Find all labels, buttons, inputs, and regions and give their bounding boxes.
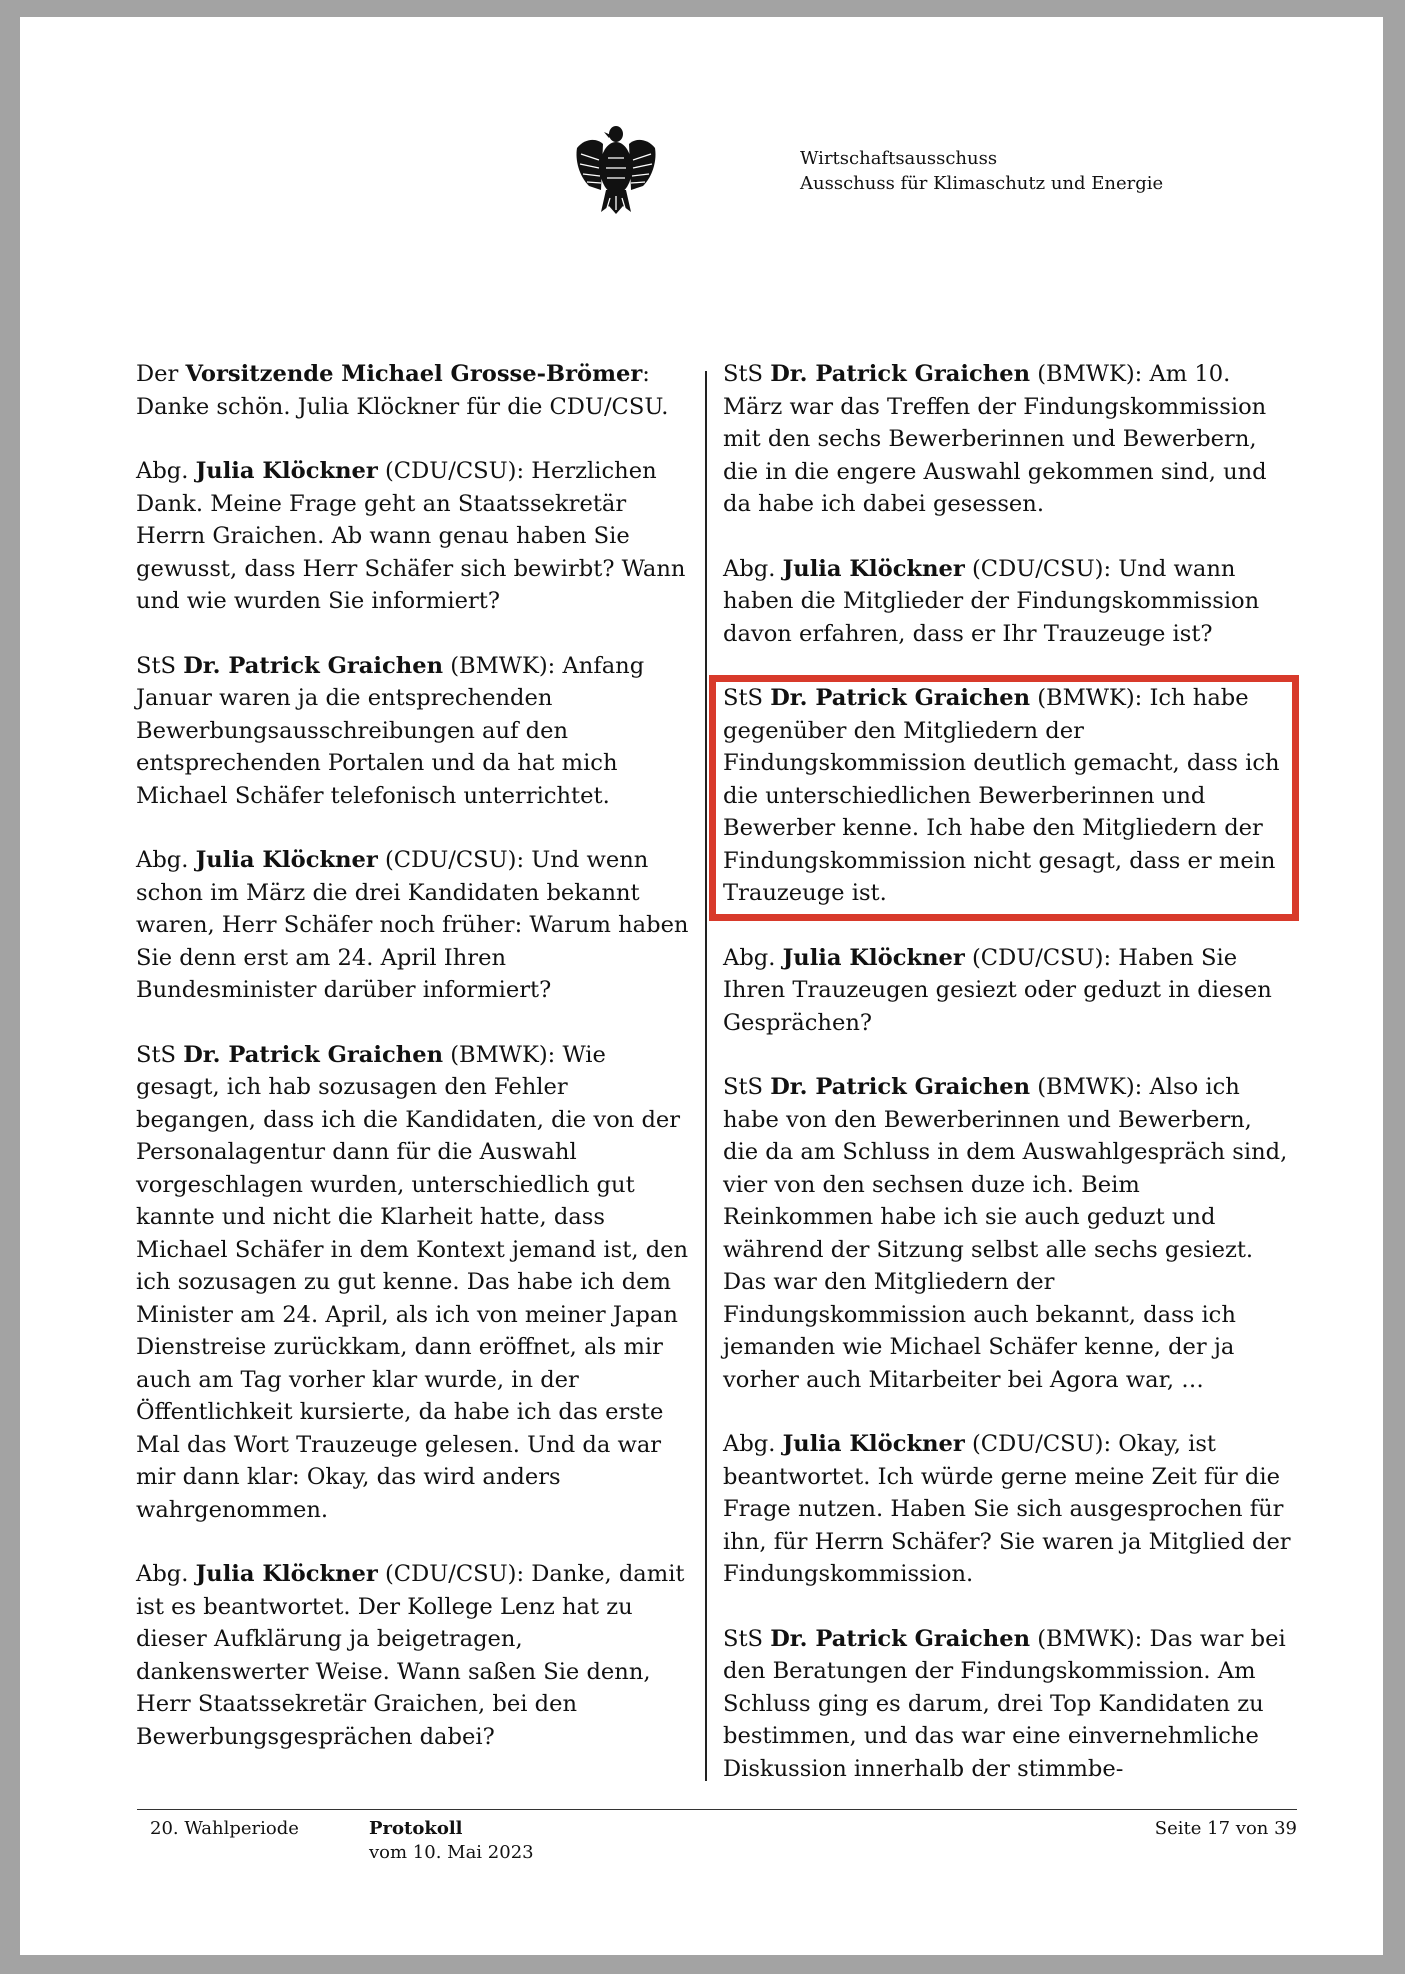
- speaker-prefix: Abg.: [723, 1431, 783, 1457]
- speech-text: : Danke schön. Julia Klöckner für die CDU/CSU.: [136, 361, 669, 420]
- speaker-name: Dr. Patrick Graichen: [770, 361, 1031, 387]
- speech-text: (BMWK): Ich habe gegenüber den Mitgliedern der Findungskommission deutlich gemacht, dass ich die unterschiedlichen Bewerberinnen und Bewerber kenne. Ich habe den Mitgliedern der Findungskommission nicht gesagt, dass er mein Trauzeuge ist.: [723, 685, 1280, 906]
- speaker-name: Julia Klöckner: [195, 458, 378, 484]
- transcript-paragraph: [723, 358, 1291, 521]
- speech-text: (BMWK): Das war bei den Beratungen der Findungskommission. Am Schluss ging es darum, drei Top Kandidaten zu bestimmen, und das war eine einvernehmliche Diskussion innerhalb der stimmbe-: [723, 1625, 1286, 1782]
- transcript-paragraph: [723, 1623, 1291, 1786]
- footer-doc-type: Protokoll: [369, 1818, 463, 1839]
- transcript-paragraph: [136, 844, 691, 1007]
- speech-text: (BMWK): Anfang Januar waren ja die entsprechenden Bewerbungsausschreibungen auf den entsprechenden Portalen und da hat mich Michael Schäfer telefonisch unterrichtet.: [136, 652, 645, 809]
- left-column: [136, 358, 691, 1785]
- transcript-paragraph: [136, 650, 691, 813]
- speech-text: (CDU/CSU): Haben Sie Ihren Trauzeugen gesiezt oder geduzt in diesen Gesprächen?: [723, 944, 1272, 1036]
- speech-text: (BMWK): Am 10. März war das Treffen der Findungskommission mit den sechs Bewerberinnen und Bewerbern, die in die engere Auswahl gekommen sind, und da habe ich dabei gesessen.: [723, 361, 1267, 517]
- speaker-name: Julia Klöckner: [782, 944, 965, 971]
- speaker-prefix: StS: [723, 685, 771, 711]
- speaker-prefix: StS: [723, 1625, 771, 1652]
- speaker-prefix: Abg.: [136, 847, 196, 873]
- speech-text: (CDU/CSU): Okay, ist beantwortet. Ich würde gerne meine Zeit für die Frage nutzen. Haben Sie sich ausgesprochen für ihn, für Herrn Schäfer? Sie waren ja Mitglied der Findungskommission.: [723, 1431, 1291, 1587]
- speaker-name: Julia Klöckner: [782, 555, 965, 582]
- speaker-name: Dr. Patrick Graichen: [770, 1074, 1031, 1100]
- footer-protocol: [369, 1817, 534, 1865]
- speech-text: (BMWK): Wie gesagt, ich hab sozusagen den Fehler begangen, dass ich die Kandidaten, die von der Personalagentur dann für die Auswahl vorgeschlagen wurden, unterschiedlich gut kannte und nicht die Klarheit hatte, dass Michael Schäfer in dem Kontext jemand ist, den ich sozusagen zu gut kenne. Das habe ich dem Minister am 24. April, als ich von meiner Japan Dienstreise zurückkam, dann eröffnet, als mir auch am Tag vorher klar wurde, in der Öffentlichkeit kursierte, da habe ich das erste Mal das Wort Trauzeuge gelesen. Und da war mir dann klar: Okay, das wird anders wahrgenommen.: [136, 1041, 689, 1523]
- transcript-paragraph: [136, 1558, 691, 1753]
- speaker-prefix: StS: [136, 1041, 184, 1068]
- speech-text: (CDU/CSU): Und wann haben die Mitglieder der Findungskommission davon erfahren, dass er Ihr Trauzeuge ist?: [723, 555, 1260, 647]
- speaker-prefix: Der: [136, 361, 186, 387]
- speaker-prefix: Abg.: [136, 458, 196, 484]
- speech-text: (CDU/CSU): Herzlichen Dank. Meine Frage geht an Staatssekretär Herrn Graichen. Ab wann genau haben Sie gewusst, dass Herr Schäfer sich bewirbt? Wann und wie wurden Sie informiert?: [136, 458, 686, 614]
- speech-text: (CDU/CSU): Danke, damit ist es beantwortet. Der Kollege Lenz hat zu dieser Aufklärung ja beigetragen, dankenswerter Weise. Wann saßen Sie denn, Herr Staatssekretär Graichen, bei den Bewerbungsgesprächen dabei?: [136, 1561, 685, 1750]
- right-column: [723, 358, 1291, 1817]
- committee-header: [800, 146, 1163, 196]
- speech-text: (CDU/CSU): Und wenn schon im März die drei Kandidaten bekannt waren, Herr Schäfer noch früher: Warum haben Sie denn erst am 24. April Ihren Bundesminister darüber informiert?: [136, 847, 689, 1003]
- speaker-prefix: Abg.: [723, 555, 783, 582]
- committee-line-2: Ausschuss für Klimaschutz und Energie: [800, 173, 1164, 194]
- speaker-name: Julia Klöckner: [195, 847, 378, 873]
- transcript-paragraph: [723, 1071, 1291, 1396]
- speaker-prefix: StS: [136, 652, 184, 679]
- speaker-name: Dr. Patrick Graichen: [183, 652, 444, 679]
- speaker-prefix: Abg.: [723, 944, 783, 971]
- highlight-box: [709, 675, 1299, 921]
- speaker-prefix: StS: [723, 1074, 771, 1100]
- speaker-prefix: StS: [723, 361, 771, 387]
- footer-page-number: Seite 17 von 39: [1154, 1818, 1297, 1839]
- footer-date: vom 10. Mai 2023: [369, 1842, 534, 1863]
- speaker-name: Dr. Patrick Graichen: [770, 685, 1031, 711]
- speaker-name: Julia Klöckner: [195, 1561, 378, 1587]
- transcript-paragraph: [136, 455, 691, 618]
- document-page: [20, 17, 1383, 1955]
- column-divider: [705, 371, 707, 1781]
- transcript-paragraph: [136, 1039, 691, 1527]
- speaker-name: Dr. Patrick Graichen: [183, 1041, 444, 1068]
- speaker-prefix: Abg.: [136, 1561, 196, 1587]
- transcript-paragraph: [136, 358, 691, 423]
- speaker-name: Dr. Patrick Graichen: [770, 1625, 1031, 1652]
- speech-text: (BMWK): Also ich habe von den Bewerberinnen und Bewerbern, die da am Schluss in dem Auswahlgespräch sind, vier von den sechsen duze ich. Beim Reinkommen habe ich sie auch geduzt und während der Sitzung selbst alle sechs gesiezt. Das war den Mitgliedern der Findungskommission auch bekannt, dass ich jemanden wie Michael Schäfer kenne, der ja vorher auch Mitarbeiter bei Agora war, …: [723, 1074, 1288, 1393]
- speaker-name: Vorsitzende Michael Grosse-Brömer: [185, 361, 643, 387]
- committee-line-1: Wirtschaftsausschuss: [800, 148, 998, 169]
- footer-period: 20. Wahlperiode: [150, 1818, 299, 1839]
- bundestag-eagle-icon: [573, 120, 659, 216]
- transcript-paragraph: [723, 1428, 1291, 1591]
- speaker-name: Julia Klöckner: [782, 1431, 965, 1457]
- transcript-paragraph: [723, 553, 1291, 651]
- transcript-paragraph: [723, 942, 1291, 1040]
- footer-rule: [137, 1809, 1297, 1810]
